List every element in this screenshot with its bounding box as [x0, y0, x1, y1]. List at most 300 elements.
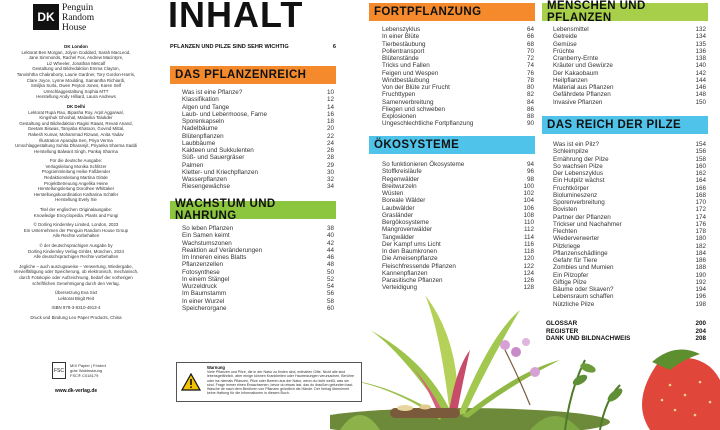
toc-entry-label: Windbestäubung [382, 76, 430, 84]
toc-entry-page: 166 [695, 184, 706, 192]
back-matter-entry[interactable] [546, 328, 706, 336]
toc-entry[interactable] [182, 232, 334, 239]
toc-entry-page: 108 [523, 211, 534, 219]
toc-list-oekosysteme [382, 161, 534, 292]
strawberry [642, 350, 720, 430]
toc-entry-page: 100 [523, 182, 534, 190]
toc-entry-label: Sporenverbreitung [553, 199, 605, 206]
publisher-url[interactable]: www.dk-verlag.de [54, 388, 98, 394]
credits-line: Clare Joyce, Lynne Moulding, Samantha Richiardi, [26, 77, 126, 83]
toc-entry-page: 182 [695, 242, 706, 250]
toc-entry-label: Pilzkriege [553, 242, 581, 250]
fsc-logo: FSC [52, 362, 66, 379]
toc-entry-label: Fleischfressende Pflanzen [382, 262, 456, 270]
back-matter-page: 208 [695, 335, 706, 342]
toc-entry[interactable] [382, 33, 534, 40]
toc-entry-page: 74 [526, 62, 534, 70]
toc-entry-page: 126 [523, 277, 534, 284]
toc-entry[interactable] [182, 154, 334, 161]
credits-line: Alle deutschsprachigen Rechte vorbehalten [33, 254, 119, 260]
toc-entry[interactable] [553, 192, 706, 199]
toc-entry[interactable] [182, 247, 334, 254]
credits-line: Jegliche – auch auszugsweise – Verwertung, Wiedergabe, [19, 263, 133, 269]
toc-entry-page: 144 [695, 76, 706, 84]
toc-entry[interactable] [553, 228, 706, 235]
toc-entry-page: 32 [326, 176, 334, 183]
toc-entry-label: Cranberry-Ernte [553, 55, 599, 62]
toc-entry[interactable] [182, 104, 334, 111]
toc-entry-label: Was ist ein Pilz? [553, 141, 599, 148]
toc-entry[interactable] [382, 277, 534, 284]
toc-entry-label: Klassifikation [182, 96, 219, 104]
toc-entry-page: 110 [523, 219, 534, 226]
credits-line: Geetam Biswas, Tanyaba Khatoon, Govind Mittal, [27, 126, 125, 132]
credits-line: Titel der englischen Originalausgabe: [39, 207, 113, 213]
toc-entry-page: 48 [326, 261, 334, 269]
toc-entry[interactable] [182, 118, 334, 125]
toc-entry-page: 20 [326, 125, 334, 133]
toc-entry-label: Breitwurzeln [382, 182, 417, 190]
toc-entry[interactable] [382, 190, 534, 197]
toc-entry[interactable] [553, 70, 706, 77]
toc-entry[interactable] [382, 70, 534, 77]
toc-entry[interactable] [553, 33, 706, 40]
toc-entry-label: Pollentransport [382, 47, 425, 55]
toc-entry-label: Lebensmittel [553, 26, 589, 33]
toc-entry-label: Trickser und Nachahmer [553, 220, 622, 228]
toc-entry-page: 40 [326, 232, 334, 240]
toc-entry-label: In einem Stängel [182, 275, 230, 283]
back-matter-page: 204 [695, 327, 706, 335]
toc-entry-page: 198 [695, 300, 706, 308]
toc-entry[interactable] [182, 225, 334, 232]
toc-entry-page: 42 [326, 239, 334, 247]
credits-line: Ein Unternehmen der Penguin Random House Group [23, 227, 129, 233]
toc-list-pflanzenreich [182, 89, 334, 191]
warning-box [176, 362, 362, 402]
toc-entry[interactable] [182, 305, 334, 312]
toc-entry-page: 172 [695, 206, 706, 214]
toc-entry-label: Algen und Tange [182, 103, 230, 111]
toc-entry-page: 84 [526, 98, 534, 106]
toc-entry-label: Laubwälder [382, 204, 415, 212]
back-matter-entry[interactable] [546, 335, 706, 343]
warning-icon [181, 373, 201, 391]
toc-entry[interactable] [553, 26, 706, 33]
toc-entry-page: 146 [695, 84, 706, 91]
intro-entry-page: 6 [332, 44, 336, 50]
toc-entry-label: Ein Samen keimt [182, 232, 230, 240]
toc-entry-label: In einer Wurzel [182, 297, 225, 305]
back-matter-entry[interactable] [546, 320, 706, 328]
toc-entry-page: 80 [526, 84, 534, 91]
toc-entry-label: Bergökosysteme [382, 219, 429, 226]
credits-line: Herstellungsleitung Dorothee Whittaker [37, 186, 115, 192]
toc-entry-page: 156 [695, 148, 706, 156]
toc-entry-page: 90 [526, 120, 534, 128]
toc-entry-label: Schleimpilze [553, 148, 589, 156]
toc-entry[interactable] [382, 91, 534, 98]
toc-entry-page: 88 [526, 113, 534, 120]
toc-entry-page: 136 [695, 47, 706, 55]
toc-entry-label: Nützliche Pilze [553, 300, 595, 308]
credits-line: Für die deutsche Ausgabe: [49, 158, 103, 164]
toc-entry-label: Fruchttypen [382, 91, 416, 99]
toc-entry[interactable] [553, 91, 706, 98]
toc-entry-page: 24 [326, 139, 334, 147]
toc-entry-page: 64 [526, 26, 534, 33]
toc-entry-page: 34 [326, 183, 334, 191]
toc-entry[interactable] [382, 99, 534, 106]
section-header-oekosysteme[interactable]: ÖKOSYSTEME [369, 136, 535, 154]
toc-entry[interactable] [182, 169, 334, 176]
orchid-flowers [500, 338, 540, 405]
toc-entry-label: Kakteen und Sukkulenten [182, 147, 254, 154]
toc-entry[interactable] [553, 177, 706, 184]
toc-entry-page: 186 [695, 257, 706, 264]
toc-entry-label: Gefahr für Tiere [553, 257, 598, 264]
toc-entry-label: Zombies und Mumien [553, 264, 614, 272]
publisher-line: Penguin [62, 3, 94, 13]
toc-entry-page: 38 [326, 225, 334, 232]
toc-entry-label: In einer Blüte [382, 33, 420, 41]
toc-entry-page: 120 [523, 255, 534, 263]
toc-entry[interactable] [553, 185, 706, 192]
toc-entry[interactable] [382, 248, 534, 255]
toc-entry[interactable] [382, 212, 534, 219]
credits-line: schriftlichen Genehmigung durch den Verlag. [32, 280, 120, 286]
toc-entry[interactable] [382, 41, 534, 48]
toc-entry-label: Grasländer [382, 211, 414, 219]
toc-entry-page: 174 [695, 213, 706, 221]
credits-line: Verlagsleitung Monika Schlitzer [45, 163, 107, 169]
toc-entry-label: Lebensraum schaffen [553, 293, 614, 301]
toc-entry[interactable] [553, 41, 706, 48]
credits-line: Jane Simmonds, Rachel Fox, Andrew Macintyre, [28, 55, 124, 61]
toc-entry-page: 128 [523, 284, 534, 292]
toc-entry-label: So funktionieren Ökosysteme [382, 161, 465, 168]
toc-entry-page: 30 [326, 168, 334, 176]
toc-entry-label: Laub- und Lebermoose, Farne [182, 110, 268, 118]
toc-entry-label: Ein Hutpilz wächst [553, 177, 605, 185]
toc-entry-page: 10 [326, 89, 334, 96]
toc-entry[interactable] [382, 263, 534, 270]
toc-entry[interactable] [182, 111, 334, 118]
toc-entry[interactable] [553, 235, 706, 242]
toc-entry-label: Wurzeldruck [182, 283, 217, 290]
toc-entry[interactable] [553, 264, 706, 271]
toc-entry[interactable] [182, 140, 334, 147]
toc-entry-label: Bovisten [553, 206, 578, 214]
toc-entry[interactable] [553, 214, 706, 221]
toc-entry[interactable] [382, 219, 534, 226]
toc-entry-page: 188 [695, 264, 706, 272]
toc-entry[interactable] [553, 279, 706, 286]
credits-line: Lektorat Birgit Reit [57, 295, 95, 301]
toc-entry-label: Biolumineszenz [553, 191, 598, 199]
toc-entry-page: 112 [523, 226, 534, 234]
toc-entry-page: 194 [695, 286, 706, 293]
toc-entry-label: Stoffkreisläufe [382, 168, 422, 176]
toc-entry-label: Nadelbäume [182, 125, 218, 133]
publisher-line: Random [62, 13, 95, 23]
toc-entry-page: 180 [695, 235, 706, 243]
toc-entry-label: Parasitische Pflanzen [382, 277, 443, 284]
toc-entry-page: 98 [526, 175, 534, 183]
toc-entry-page: 66 [526, 33, 534, 41]
back-matter-label: DANK UND BILDNACHWEIS [546, 335, 631, 342]
toc-entry[interactable] [382, 226, 534, 233]
toc-entry[interactable] [382, 241, 534, 248]
toc-entry[interactable] [382, 48, 534, 55]
toc-entry[interactable] [382, 270, 534, 277]
toc-entry[interactable] [182, 176, 334, 183]
toc-entry[interactable] [182, 147, 334, 154]
section-header-wachstum[interactable]: WACHSTUM UND NAHRUNG [170, 201, 336, 219]
toc-entry[interactable] [182, 183, 334, 190]
toc-entry-page: 28 [326, 154, 334, 162]
credits-line: © Dorling Kindersley Limited, London, 2023 [33, 222, 119, 228]
toc-entry-label: Fotosynthese [182, 268, 220, 276]
toc-entry[interactable] [553, 62, 706, 69]
toc-entry[interactable] [553, 84, 706, 91]
toc-entry-label: Der Lebenszyklus [553, 170, 604, 177]
toc-entry-page: 102 [523, 190, 534, 197]
credits-line: Illustration Aparajita Sen, Priya Verma [39, 137, 113, 143]
toc-entry-page: 104 [523, 197, 534, 205]
toc-entry[interactable] [182, 261, 334, 268]
toc-entry-label: Gemüse [553, 40, 577, 48]
toc-entry[interactable] [182, 290, 334, 297]
toc-entry[interactable] [553, 48, 706, 55]
toc-entry-label: Ernährung der Pilze [553, 155, 609, 163]
toc-entry[interactable] [553, 99, 706, 106]
credits-line: durch Fotokopie oder Aufzeichnung, bedarf der vorherigen [19, 274, 133, 280]
toc-entry-page: 114 [523, 233, 534, 241]
toc-entry-page: 50 [326, 268, 334, 276]
toc-entry-page: 12 [326, 96, 334, 104]
toc-entry-page: 44 [326, 246, 334, 254]
credits-line: Gestaltung und Bildredaktion Ragini Rawat, Revati Anand, [19, 120, 133, 126]
toc-entry-page: 142 [695, 69, 706, 77]
credits-line: Übersetzung Eva Sixt [54, 290, 98, 296]
back-matter-label: GLOSSAR [546, 320, 578, 327]
toc-entry-label: Heilpflanzen [553, 76, 588, 84]
toc-entry-page: 124 [523, 269, 534, 277]
toc-entry-label: Explosionen [382, 113, 417, 120]
toc-entry[interactable] [553, 206, 706, 213]
toc-entry-label: Laubbäume [182, 139, 216, 147]
toc-entry-page: 176 [695, 220, 706, 228]
toc-entry[interactable] [382, 62, 534, 69]
toc-entry-page: 86 [526, 105, 534, 113]
toc-entry-label: Lebenszyklus [382, 26, 421, 33]
toc-entry-label: Süß- und Sauergräser [182, 154, 245, 162]
toc-entry[interactable] [182, 96, 334, 103]
toc-entry-page: 52 [326, 275, 334, 283]
toc-entry[interactable] [553, 163, 706, 170]
toc-entry[interactable] [553, 141, 706, 148]
toc-entry-page: 135 [695, 40, 706, 48]
toc-entry[interactable] [382, 106, 534, 113]
toc-entry-page: 46 [326, 254, 334, 261]
toc-entry-page: 18 [326, 118, 334, 125]
toc-entry-label: Blütenpflanzen [182, 132, 224, 140]
toc-entry-label: Tangwälder [382, 233, 415, 241]
toc-entry-page: 29 [326, 161, 334, 169]
toc-entry[interactable] [553, 250, 706, 257]
toc-entry-label: Samenverbreitung [382, 98, 434, 106]
toc-entry-page: 192 [695, 278, 706, 286]
credits-line: Redaktionsleitung Martina Glöde [44, 175, 108, 181]
toc-entry-label: Im Inneren eines Blatts [182, 254, 247, 261]
section-header-fortpflanzung[interactable]: FORTPFLANZUNG [369, 3, 535, 21]
back-matter-page: 200 [695, 320, 706, 327]
toc-entry-label: Verteidigung [382, 284, 418, 292]
publisher-line: House [62, 23, 87, 33]
toc-entry[interactable] [553, 77, 706, 84]
toc-entry-label: Wiederverwerter [553, 235, 600, 243]
toc-entry-label: Invasive Pflanzen [553, 98, 603, 106]
toc-entry[interactable] [382, 234, 534, 241]
credits-line: Gestaltung und Bildredaktion Emma Clayton, [32, 66, 120, 72]
toc-entry[interactable] [382, 84, 534, 91]
toc-entry-page: 190 [695, 271, 706, 279]
toc-entry-label: Wasserpflanzen [182, 176, 227, 183]
toc-entry-page: 160 [695, 162, 706, 170]
toc-entry[interactable] [553, 221, 706, 228]
toc-entry-page: 16 [326, 110, 334, 118]
toc-entry-label: In den Baumkronen [382, 248, 437, 255]
toc-entry-page: 76 [526, 69, 534, 77]
plants-illustration [330, 290, 720, 430]
toc-entry[interactable] [382, 255, 534, 262]
toc-entry[interactable] [382, 205, 534, 212]
toc-entry-page: 22 [326, 132, 334, 140]
toc-entry[interactable] [182, 240, 334, 247]
toc-entry-label: So wachsen Pilze [553, 162, 603, 170]
toc-entry[interactable] [382, 197, 534, 204]
section-header-pflanzenreich[interactable]: DAS PFLANZENREICH [170, 66, 336, 84]
dk-logo: DK [33, 4, 59, 30]
toc-entry[interactable] [182, 254, 334, 261]
toc-entry-label: Flechten [553, 228, 578, 235]
toc-entry-label: So leben Pflanzen [182, 225, 234, 232]
toc-entry[interactable] [553, 148, 706, 155]
section-header-menschen[interactable]: MENSCHEN UND PFLANZEN [542, 3, 708, 21]
toc-entry[interactable] [182, 162, 334, 169]
credits-line: Projektbetreuung Angelika Heine [44, 180, 108, 186]
toc-entry-page: 148 [695, 91, 706, 99]
toc-entry-page: 60 [326, 304, 334, 312]
toc-entry-label: Giftige Pilze [553, 278, 587, 286]
toc-entry-page: 154 [695, 141, 706, 148]
toc-entry-label: Wüsten [382, 190, 404, 197]
credits-line: Lektorat Ben Morgan, Jolyon Goddard, Sarah MacLeod, [21, 49, 131, 55]
toc-entry-page: 122 [523, 262, 534, 270]
toc-entry[interactable] [382, 113, 534, 120]
toc-entry[interactable] [553, 170, 706, 177]
toc-entry-page: 70 [526, 47, 534, 55]
toc-entry-page: 116 [523, 240, 534, 248]
credits-line: Druck und Bindung Leo Paper Products, China [30, 314, 122, 320]
toc-entry-label: Kannenpflanzen [382, 269, 428, 277]
toc-entry-page: 132 [695, 26, 706, 33]
toc-entry[interactable] [382, 26, 534, 33]
toc-entry[interactable] [553, 257, 706, 264]
toc-entry-page: 54 [326, 283, 334, 290]
credits-line: Herstellung Evely Xie [55, 197, 97, 203]
toc-entry[interactable] [182, 125, 334, 132]
intro-entry-label: PFLANZEN UND PILZE SIND SEHR WICHTIG [170, 44, 289, 50]
toc-entry[interactable] [182, 298, 334, 305]
credits-line: Herstellungskoordination Katharina Schäfer [33, 191, 119, 197]
toc-entry-label: Gefährdete Pflanzen [553, 91, 611, 99]
toc-entry-page: 196 [695, 293, 706, 301]
toc-entry-page: 168 [695, 191, 706, 199]
toc-entry-label: Ungeschlechtliche Fortpflanzung [382, 120, 474, 128]
toc-entry[interactable] [182, 89, 334, 96]
toc-entry[interactable] [382, 161, 534, 168]
toc-entry-page: 94 [526, 161, 534, 168]
toc-entry-label: Der Kampf ums Licht [382, 240, 441, 248]
toc-entry-label: Feigen und Wespen [382, 69, 439, 77]
back-matter-list [546, 320, 706, 343]
toc-entry[interactable] [382, 168, 534, 175]
toc-entry-label: Blütenstände [382, 55, 419, 62]
toc-entry[interactable] [553, 272, 706, 279]
toc-entry-label: Was ist eine Pflanze? [182, 89, 243, 96]
toc-entry[interactable] [382, 120, 534, 127]
toc-entry-label: Kräuter und Gewürze [553, 62, 613, 70]
credits-line: © der deutschsprachigen Ausgabe by [39, 243, 113, 248]
toc-entry-label: Tierbestäubung [382, 40, 426, 48]
credits-line: ISBN 978-3-8310-4913-4 [51, 305, 101, 311]
credits-line: Lektorat Rupa Rao, Bipasha Roy, Arpit Aggarwal, [28, 109, 124, 115]
toc-entry[interactable] [182, 283, 334, 290]
toc-entry[interactable] [382, 55, 534, 62]
toc-entry[interactable] [182, 269, 334, 276]
toc-entry-page: 72 [526, 55, 534, 62]
toc-entry-label: Palmen [182, 161, 204, 169]
toc-entry-label: Pflanzenzellen [182, 261, 223, 269]
toc-entry-page: 158 [695, 155, 706, 163]
toc-entry[interactable] [382, 176, 534, 183]
toc-entry-label: Tricks und Fallen [382, 62, 430, 70]
toc-entry[interactable] [182, 276, 334, 283]
toc-entry-label: Der Kakaobaum [553, 69, 599, 77]
toc-list-wachstum [182, 225, 334, 312]
toc-entry-page: 162 [695, 170, 706, 177]
section-header-pilze[interactable]: DAS REICH DER PILZE [542, 116, 708, 134]
credits-line: Herstellung Balwant Singh, Pankaj Sharma [34, 148, 118, 154]
toc-entry-page: 78 [526, 76, 534, 84]
intro-entry[interactable] [170, 44, 336, 50]
toc-entry-label: Boreale Wälder [382, 197, 426, 205]
toc-entry-page: 164 [695, 177, 706, 185]
toc-entry[interactable] [553, 156, 706, 163]
toc-entry-label: Früchte [553, 47, 575, 55]
back-matter-label: REGISTER [546, 327, 579, 335]
toc-entry[interactable] [182, 133, 334, 140]
toc-list-fortpflanzung [382, 26, 534, 128]
toc-entry[interactable] [382, 183, 534, 190]
credits-line: Alle Rechte vorbehalten [52, 233, 100, 239]
toc-entry[interactable] [553, 243, 706, 250]
toc-entry[interactable] [553, 199, 706, 206]
toc-entry[interactable] [553, 55, 706, 62]
toc-entry[interactable] [382, 77, 534, 84]
